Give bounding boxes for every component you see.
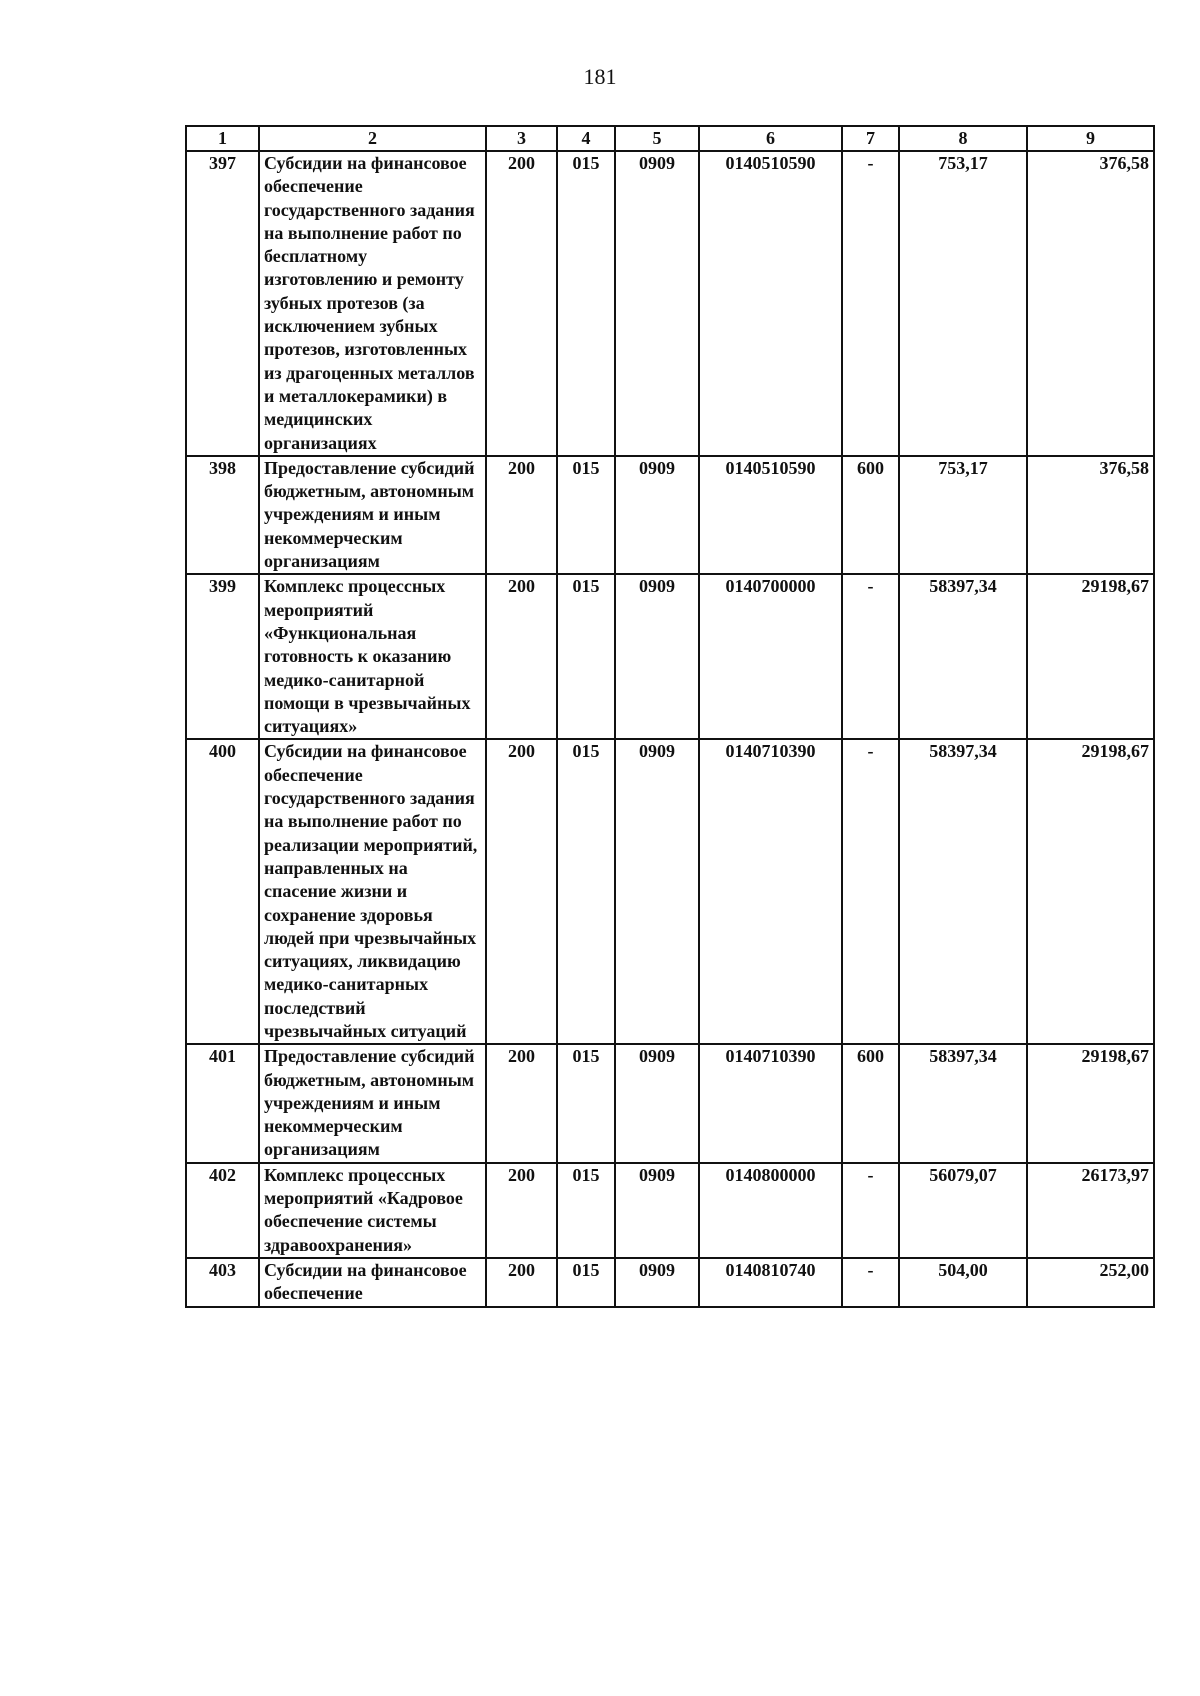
cell-col8: 56079,07 bbox=[899, 1163, 1027, 1258]
cell-col9: 376,58 bbox=[1027, 456, 1154, 574]
cell-col8: 58397,34 bbox=[899, 739, 1027, 1044]
table-row bbox=[186, 1258, 1154, 1307]
row-number: 399 bbox=[186, 574, 259, 739]
cell-col6: 0140510590 bbox=[699, 456, 842, 574]
cell-col9: 29198,67 bbox=[1027, 1044, 1154, 1162]
row-number: 398 bbox=[186, 456, 259, 574]
row-description: Предоставление субсидий бюджетным, автономным учреждениям и иным некоммерческим организациям bbox=[259, 1044, 486, 1162]
cell-col5: 0909 bbox=[615, 1258, 699, 1307]
row-description: Субсидии на финансовое обеспечение государственного задания на выполнение работ по реализации мероприятий, направленных на спасение жизни и сохранение здоровья людей при чрезвычайных ситуациях, ликвидацию медико-санитарных последствий чрезвычайных ситуаций bbox=[259, 739, 486, 1044]
table-row bbox=[186, 574, 1154, 739]
row-number: 400 bbox=[186, 739, 259, 1044]
column-header: 4 bbox=[557, 126, 615, 151]
table-row bbox=[186, 739, 1154, 1044]
cell-col8: 504,00 bbox=[899, 1258, 1027, 1307]
cell-col6: 0140700000 bbox=[699, 574, 842, 739]
cell-col6: 0140710390 bbox=[699, 1044, 842, 1162]
cell-col9: 26173,97 bbox=[1027, 1163, 1154, 1258]
column-header: 2 bbox=[259, 126, 486, 151]
row-number: 397 bbox=[186, 151, 259, 456]
row-description: Субсидии на финансовое обеспечение государственного задания на выполнение работ по бесплатному изготовлению и ремонту зубных протезов (за исключением зубных протезов, изготовленных из драгоценных металлов и металлокерамики) в медицинских организациях bbox=[259, 151, 486, 456]
cell-col4: 015 bbox=[557, 1044, 615, 1162]
cell-col3: 200 bbox=[486, 456, 557, 574]
cell-col3: 200 bbox=[486, 1258, 557, 1307]
cell-col6: 0140810740 bbox=[699, 1258, 842, 1307]
cell-col6: 0140710390 bbox=[699, 739, 842, 1044]
table-row bbox=[186, 1163, 1154, 1258]
table-row bbox=[186, 151, 1154, 456]
column-header: 8 bbox=[899, 126, 1027, 151]
row-description: Комплекс процессных мероприятий «Функциональная готовность к оказанию медико-санитарной помощи в чрезвычайных ситуациях» bbox=[259, 574, 486, 739]
row-description: Предоставление субсидий бюджетным, автономным учреждениям и иным некоммерческим организациям bbox=[259, 456, 486, 574]
cell-col7: - bbox=[842, 1163, 899, 1258]
cell-col5: 0909 bbox=[615, 456, 699, 574]
row-description: Субсидии на финансовое обеспечение bbox=[259, 1258, 486, 1307]
cell-col7: - bbox=[842, 739, 899, 1044]
page-number: 181 bbox=[583, 64, 617, 89]
column-header: 1 bbox=[186, 126, 259, 151]
cell-col9: 252,00 bbox=[1027, 1258, 1154, 1307]
cell-col8: 58397,34 bbox=[899, 1044, 1027, 1162]
cell-col7: - bbox=[842, 1258, 899, 1307]
cell-col4: 015 bbox=[557, 1163, 615, 1258]
cell-col4: 015 bbox=[557, 151, 615, 456]
cell-col9: 29198,67 bbox=[1027, 574, 1154, 739]
column-header: 3 bbox=[486, 126, 557, 151]
cell-col5: 0909 bbox=[615, 574, 699, 739]
cell-col8: 753,17 bbox=[899, 456, 1027, 574]
cell-col5: 0909 bbox=[615, 739, 699, 1044]
cell-col3: 200 bbox=[486, 739, 557, 1044]
cell-col3: 200 bbox=[486, 151, 557, 456]
budget-table bbox=[185, 125, 1155, 1308]
cell-col7: - bbox=[842, 574, 899, 739]
cell-col4: 015 bbox=[557, 739, 615, 1044]
row-number: 402 bbox=[186, 1163, 259, 1258]
cell-col7: - bbox=[842, 151, 899, 456]
cell-col6: 0140510590 bbox=[699, 151, 842, 456]
table-row bbox=[186, 1044, 1154, 1162]
cell-col8: 753,17 bbox=[899, 151, 1027, 456]
cell-col5: 0909 bbox=[615, 1044, 699, 1162]
table-header-row bbox=[186, 126, 1154, 151]
cell-col8: 58397,34 bbox=[899, 574, 1027, 739]
column-header: 9 bbox=[1027, 126, 1154, 151]
row-number: 401 bbox=[186, 1044, 259, 1162]
cell-col7: 600 bbox=[842, 456, 899, 574]
cell-col3: 200 bbox=[486, 1044, 557, 1162]
cell-col3: 200 bbox=[486, 574, 557, 739]
cell-col4: 015 bbox=[557, 574, 615, 739]
column-header: 6 bbox=[699, 126, 842, 151]
row-number: 403 bbox=[186, 1258, 259, 1307]
cell-col9: 29198,67 bbox=[1027, 739, 1154, 1044]
cell-col4: 015 bbox=[557, 456, 615, 574]
cell-col4: 015 bbox=[557, 1258, 615, 1307]
cell-col5: 0909 bbox=[615, 151, 699, 456]
cell-col5: 0909 bbox=[615, 1163, 699, 1258]
table-row bbox=[186, 456, 1154, 574]
column-header: 5 bbox=[615, 126, 699, 151]
cell-col9: 376,58 bbox=[1027, 151, 1154, 456]
cell-col7: 600 bbox=[842, 1044, 899, 1162]
column-header: 7 bbox=[842, 126, 899, 151]
cell-col3: 200 bbox=[486, 1163, 557, 1258]
row-description: Комплекс процессных мероприятий «Кадровое обеспечение системы здравоохранения» bbox=[259, 1163, 486, 1258]
cell-col6: 0140800000 bbox=[699, 1163, 842, 1258]
